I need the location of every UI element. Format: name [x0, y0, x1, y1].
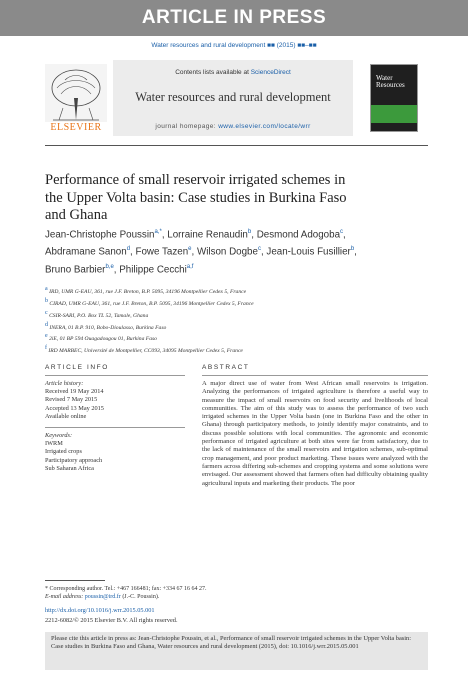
article-in-press-banner: ARTICLE IN PRESS — [0, 0, 468, 36]
author-separator: , — [354, 246, 357, 258]
keyword-item: Irrigated crops — [45, 448, 82, 456]
affiliation-item — [45, 321, 375, 333]
affiliation-item — [45, 344, 375, 356]
author-affiliation-marker[interactable]: a,* — [154, 229, 162, 235]
author-name[interactable]: Philippe Cecchi — [119, 263, 187, 275]
homepage-link[interactable]: www.elsevier.com/locate/wrr — [218, 123, 311, 130]
journal-masthead — [45, 60, 428, 138]
journal-issue-line[interactable]: Water resources and rural development ■■ (2015) ■■–■■ — [151, 42, 317, 49]
author-name[interactable]: Desmond Adogoba — [256, 229, 341, 241]
sciencedirect-link[interactable]: ScienceDirect — [250, 69, 291, 76]
article-title: Performance of small reservoir irrigated schemes in the Upper Volta basin: Case studies in Burkina Faso and Ghana — [45, 172, 347, 223]
journal-title: Water resources and rural development — [135, 90, 331, 104]
author-name[interactable]: Lorraine Renaudin — [167, 229, 248, 241]
affiliation-text: IRD MARBEC, Université de Montpellier, CC093, 34095 Montpellier Cedex 5, France — [48, 348, 243, 355]
author-separator: , — [191, 246, 195, 258]
author-affiliation-marker[interactable]: a,f — [186, 263, 194, 270]
keywords-rule — [45, 427, 185, 428]
author-separator: , — [260, 246, 267, 258]
homepage-prefix: journal homepage: — [155, 123, 219, 130]
contents-available-line — [113, 69, 353, 76]
author-name[interactable]: Abdramane Sanon — [45, 246, 127, 258]
affiliation-letter: b — [45, 297, 48, 304]
affiliation-text: INERA, 01 B.P. 910, Bobo-Dioulasso, Burkina Faso — [49, 324, 167, 331]
masthead-center — [113, 60, 353, 136]
affiliation-text: CSIR-SARI, P.O. Box TL 52, Tamale, Ghana — [49, 312, 149, 319]
author-separator: , — [161, 229, 168, 241]
keyword-item: Participatory approach — [45, 456, 103, 464]
author-affiliation-marker[interactable]: b — [350, 246, 355, 253]
author-affiliation-marker[interactable]: b,e — [105, 263, 114, 270]
history-label: Article history: — [45, 380, 84, 387]
affiliation-text: 2iE, 01 BP 594 Ouagadougou 01, Burkina Faso — [49, 336, 157, 343]
corresponding-author-footnote — [45, 585, 375, 601]
author-affiliation-marker[interactable]: b — [247, 229, 252, 235]
footnote-rule — [45, 580, 105, 581]
author-separator: , — [130, 246, 136, 258]
author-separator: , — [251, 229, 254, 241]
affiliation-letter: e — [45, 333, 48, 340]
affiliation-list — [45, 285, 375, 356]
journal-homepage-line — [113, 123, 353, 130]
email-label: E-mail address: — [45, 594, 85, 600]
footnote-contact: * Corresponding author. Tel.: +467 166481; fax: +334 67 16 64 27. — [45, 586, 207, 592]
author-name[interactable]: Bruno Barbier — [45, 263, 106, 275]
affiliation-item — [45, 285, 375, 297]
author-affiliation-marker[interactable]: d — [126, 246, 131, 253]
doi-link[interactable]: http://dx.doi.org/10.1016/j.wrr.2015.05.001 — [45, 607, 155, 614]
author-separator: , — [113, 263, 117, 275]
author-name[interactable]: Fowe Tazen — [135, 246, 189, 258]
affiliation-letter: a — [45, 286, 48, 292]
history-revised: Revised 7 May 2015 — [45, 396, 98, 404]
affiliation-item — [45, 332, 375, 344]
citation-notice-box: Please cite this article in press as: Jean-Christophe Poussin, et al., Performance of small reservoir irrigated schemes in the Upper Volta basin: Case studies in Burkina Faso and Ghana, Water resources and rural development (2015), doi: 10.1016/j.wrr.2015.05.001 — [45, 632, 428, 670]
affiliation-text: CIRAD, UMR G-EAU, 361, rue J.F. Breton, B.P. 5095, 34196 Montpellier Cedex 5, France — [49, 300, 254, 307]
affiliation-item — [45, 297, 375, 309]
history-online: Available online — [45, 412, 87, 420]
article-info-heading: ARTICLE INFO — [45, 364, 109, 371]
affiliation-item — [45, 309, 375, 321]
author-name[interactable]: Jean-Louis Fusillier — [266, 246, 351, 258]
history-received: Received 19 May 2014 — [45, 388, 104, 396]
affiliation-letter: f — [45, 345, 47, 352]
author-list — [45, 225, 375, 277]
footnote-email-line — [45, 593, 375, 601]
contents-prefix: Contents lists available at — [175, 69, 251, 76]
abstract-text: A major direct use of water from West African small reservoirs is irrigation. Analyzing the performances of irrigated agriculture is therefore a useful way to measure the impact of small reservoirs on food security and livelihoods of local communities. The aim of this study was to assess the performance of two such irrigated schemes in the Upper Volta basin (one in Burkina Faso and the other in Ghana) through participatory methods, to jointly identify major constraints, and to discuss possible solutions with local communities. The agronomic and economic performance of irrigated agriculture at both sites were far from satisfactory, due to the lack of maintenance of the small reservoirs and irrigation schemes, sub-optimal crop management, and poor product marketing. These issues were analyzed with the farmers across differing sub-schemes and cropping systems and some solutions were envisaged. Our assessment showed that farmers often had difficulty obtaining quality agricultural inputs and marketing their products. The poor — [202, 380, 428, 487]
history-accepted: Accepted 13 May 2015 — [45, 404, 104, 412]
author-affiliation-marker[interactable]: c — [340, 229, 344, 235]
journal-cover-thumbnail — [370, 64, 418, 132]
cover-title: Water Resources — [376, 74, 405, 89]
author-name[interactable]: Wilson Dogbe — [196, 246, 258, 258]
keywords-label: Keywords: — [45, 432, 73, 440]
article-info-rule — [45, 375, 185, 376]
copyright-line: 2212-6082/© 2015 Elsevier B.V. All rights reserved. — [45, 617, 178, 624]
author-affiliation-marker[interactable]: c — [257, 246, 261, 253]
cover-band — [371, 105, 417, 123]
abstract-rule — [202, 375, 428, 376]
affiliation-text: IRD, UMR G-EAU, 361, rue J.F. Breton, B.P. 5095, 34196 Montpellier Cedex 5, France — [49, 288, 247, 295]
email-suffix: (J.-C. Poussin). — [120, 594, 160, 600]
author-name[interactable]: Jean-Christophe Poussin — [45, 229, 155, 241]
affiliation-letter: c — [45, 309, 48, 316]
email-link[interactable]: poussin@ird.fr — [84, 594, 121, 600]
article-info-panel — [45, 380, 185, 473]
affiliation-letter: d — [45, 321, 48, 328]
elsevier-wordmark: ELSEVIER — [50, 122, 102, 133]
masthead-rule — [45, 145, 428, 146]
abstract-heading: ABSTRACT — [202, 364, 250, 371]
keyword-item: Sub Saharan Africa — [45, 464, 94, 472]
author-affiliation-marker[interactable]: e — [188, 246, 192, 253]
author-separator: , — [343, 229, 346, 241]
keyword-item: IWRM — [45, 440, 63, 448]
